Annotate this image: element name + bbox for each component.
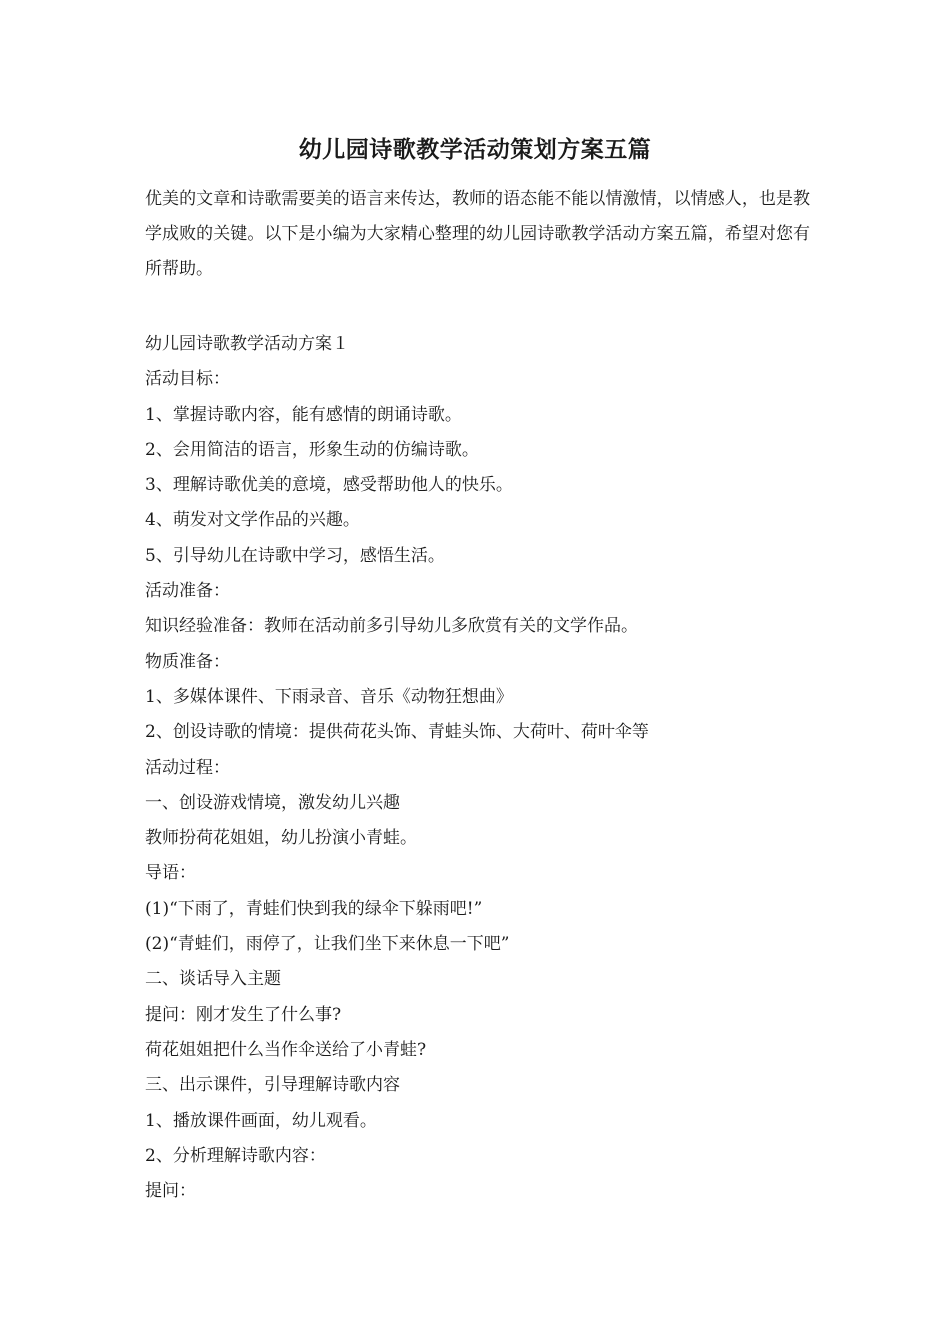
body-line: 4、萌发对文学作品的兴趣。 [145,510,360,531]
body-line: 2、会用简洁的语言，形象生动的仿编诗歌。 [145,439,479,460]
body-line: 活动准备： [145,581,230,602]
body-line: 2、分析理解诗歌内容： [145,1145,326,1166]
body-lines [145,327,810,1209]
body-line: 导语： [145,863,196,884]
body-line: 1、播放课件画面，幼儿观看。 [145,1110,377,1131]
body-line: 2、创设诗歌的情境：提供荷花头饰、青蛙头饰、大荷叶、荷叶伞等 [145,722,649,743]
body-line: 1、多媒体课件、下雨录音、音乐《动物狂想曲》 [145,686,513,707]
body-line: 荷花姐姐把什么当作伞送给了小青蛙? [145,1039,427,1060]
body-line: 活动目标： [145,369,230,390]
body-line: 5、引导幼儿在诗歌中学习，感悟生活。 [145,545,445,566]
body-line: 提问：刚才发生了什么事? [145,1004,342,1025]
intro-paragraph: 优美的文章和诗歌需要美的语言来传达，教师的语态能不能以情激情，以情感人，也是教学成败的关键。以下是小编为大家精心整理的幼儿园诗歌教学活动方案五篇，希望对您有所帮助。 [145,189,810,279]
body-line: 1、掌握诗歌内容，能有感情的朗诵诗歌。 [145,404,462,425]
body-line: 知识经验准备：教师在活动前多引导幼儿多欣赏有关的文学作品。 [145,616,638,637]
body-line: 幼儿园诗歌教学活动方案１ [145,334,349,354]
body-line: 二、谈话导入主题 [145,969,281,990]
body-line: 物质准备： [145,651,230,672]
document-title: 幼儿园诗歌教学活动策划方案五篇 [298,136,652,163]
body-line: 活动过程： [145,757,230,778]
body-line: 三、出示课件，引导理解诗歌内容 [145,1075,400,1096]
body-line: 一、创设游戏情境，激发幼儿兴趣 [145,792,400,813]
body-line: 3、理解诗歌优美的意境，感受帮助他人的快乐。 [145,475,513,496]
body-line: 提问： [145,1181,196,1202]
body-line: (2)“青蛙们，雨停了，让我们坐下来休息一下吧” [145,934,510,955]
body-line: 教师扮荷花姐姐，幼儿扮演小青蛙。 [145,828,417,849]
body-line: (1)“下雨了，青蛙们快到我的绿伞下躲雨吧!” [145,898,483,919]
